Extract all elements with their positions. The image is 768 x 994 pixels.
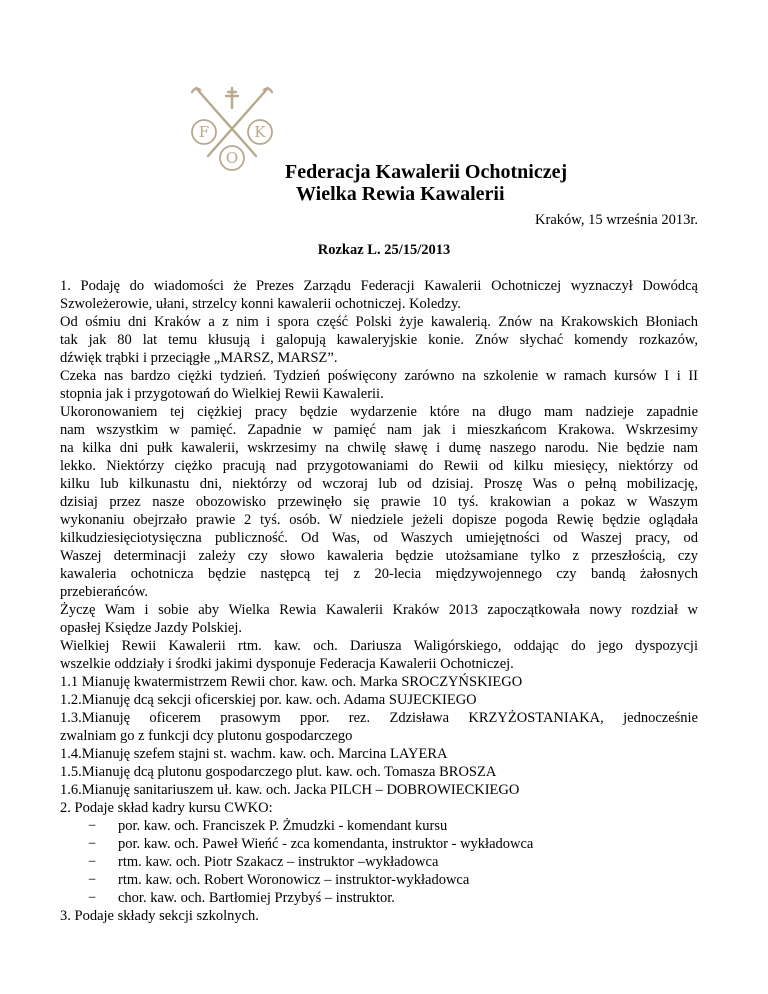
text-line: 2. Podaje skład kadry kursu CWKO: bbox=[60, 800, 273, 816]
text-line: dzisiaj przez nasze obozowisko przewinęło się prawie 10 tyś. krakowian a pokaz w Waszym bbox=[60, 494, 698, 510]
dash-marker: − bbox=[88, 854, 97, 870]
text-line: Szwoleżerowie, ułani, strzelcy konni kawalerii ochotniczej. Koledzy. bbox=[60, 296, 461, 312]
staff-list-item: − por. kaw. och. Paweł Wieńć - zca komendanta, instruktor - wykładowca bbox=[88, 836, 534, 852]
text-line: kilku lub kilkunastu dni, niektórzy od wczoraj lub od dzisiaj. Proszę Was o pełną mobilizację, bbox=[60, 476, 698, 492]
text-line: kawaleria ochotnicza będzie następcą tej z 20-lecia międzywojennego czy bandą żałosnych bbox=[60, 566, 698, 582]
text-line: dźwięk trąbki i przeciągłe „MARSZ, MARSZ”. bbox=[60, 350, 338, 366]
text-line: Wielkiej Rewii Kawalerii rtm. kaw. och. Dariusza Waligórskiego, oddając do jego dyspozycji bbox=[60, 638, 698, 654]
place-date: Kraków, 15 września 2013r. bbox=[535, 212, 698, 228]
text-line: 1.5.Mianuję dcą plutonu gospodarczego plut. kaw. och. Tomasza BROSZA bbox=[60, 764, 497, 780]
staff-list-item: − rtm. kaw. och. Robert Woronowicz – instruktor-wykładowca bbox=[88, 872, 470, 888]
closing-line: 3. Podaje składy sekcji szkolnych. bbox=[60, 908, 259, 924]
text-line: 1.4.Mianuję szefem stajni st. wachm. kaw. och. Marcina LAYERA bbox=[60, 746, 448, 762]
text-line: wykonaniu obejrzało prawie 2 tyś. osób. W niedziele jeżeli dopisze pogoda Rewię będzie oglądała bbox=[60, 512, 698, 528]
text-line: 1.6.Mianuję sanitariuszem uł. kaw. och. Jacka PILCH – DOBROWIECKIEGO bbox=[60, 782, 520, 798]
federation-logo bbox=[186, 82, 278, 178]
dash-marker: − bbox=[88, 890, 97, 906]
text-line: Życzę Wam i sobie aby Wielka Rewia Kawalerii Kraków 2013 zapoczątkowała nowy rozdział w bbox=[60, 602, 698, 618]
title-federation: Federacja Kawalerii Ochotniczej bbox=[285, 161, 568, 183]
text-line: 1.3.Mianuję oficerem prasowym ppor. rez. Zdzisława KRZYŻOSTANIAKA, jednocześnie bbox=[60, 710, 698, 726]
text-line: 1.1 Mianuję kwatermistrzem Rewii chor. kaw. och. Marka SROCZYŃSKIEGO bbox=[60, 674, 523, 690]
staff-list-item: − chor. kaw. och. Bartłomiej Przybyś – instruktor. bbox=[88, 890, 395, 906]
logo-letter-k: K bbox=[254, 123, 266, 141]
logo-letter-f: F bbox=[198, 123, 210, 141]
text-line: kilkudziesięciotysięczna publiczność. Od Was, od Waszych umiejętności od Waszej pracy, od bbox=[60, 530, 698, 546]
text-line: opasłej Księdze Jazdy Polskiej. bbox=[60, 620, 243, 636]
text-line: zwalniam go z funkcji dcy plutonu gospodarczego bbox=[60, 728, 353, 744]
dash-marker: − bbox=[88, 818, 97, 834]
text-line: przebierańców. bbox=[60, 584, 149, 600]
text-line: nam wszystkim w pamięć. Zapadnie w pamięć nam jak i mieszkańcom Krakowa. Wskrzesimy bbox=[60, 422, 698, 438]
text-line: stopnia jak i przygotowań do Wielkiej Rewii Kawalerii. bbox=[60, 386, 384, 402]
document-body bbox=[60, 277, 698, 925]
text-line: Od ośmiu dni Kraków a z nim i spora część Polski żyje kawalerią. Znów na Krakowskich Błoniach bbox=[60, 314, 698, 330]
title-review: Wielka Rewia Kawalerii bbox=[296, 183, 505, 205]
text-line: Czeka nas bardzo ciężki tydzień. Tydzień poświęcony zarówno na szkolenie w ramach kursów I i II bbox=[60, 368, 698, 384]
text-line: Waszej determinacji zależy czy słowo kawaleria będzie utożsamiane tylko z przeszłością, czy bbox=[60, 548, 698, 564]
dash-marker: − bbox=[88, 836, 97, 852]
text-line: lekko. Niektórzy ciężko pracują nad przygotowaniami do Rewii od kilku miesięcy, niektórzy od bbox=[60, 458, 698, 474]
text-line: Ukoronowaniem tej ciężkiej pracy będzie wydarzenie które na długo mam nadzieje zapadnie bbox=[60, 404, 698, 420]
dash-marker: − bbox=[88, 872, 97, 888]
staff-list-item: − rtm. kaw. och. Piotr Szakacz – instruktor –wykładowca bbox=[88, 854, 439, 870]
header-titles bbox=[285, 161, 567, 205]
order-number: Rozkaz L. 25/15/2013 bbox=[317, 242, 451, 258]
text-line: wszelkie oddziały i środki jakimi dysponuje Federacja Kawalerii Ochotniczej. bbox=[60, 656, 514, 672]
staff-list-item: − por. kaw. och. Franciszek P. Żmudzki - komendant kursu bbox=[88, 818, 448, 834]
text-line: tak jak 80 lat temu kłusują i galopują kawaleryjskie konie. Znów słychać komendy rozkazów, bbox=[60, 332, 698, 348]
text-line: na kilka dni pułk kawalerii, wskrzesimy na chwilę sławę i dumę naszego narodu. Nie będzie nam bbox=[60, 440, 698, 456]
text-line: 1. Podaję do wiadomości że Prezes Zarządu Federacji Kawalerii Ochotniczej wyznaczył Dowódcą bbox=[60, 278, 698, 294]
text-line: 1.2.Mianuję dcą sekcji oficerskiej por. kaw. och. Adama SUJECKIEGO bbox=[60, 692, 477, 708]
logo-letter-o: O bbox=[225, 149, 239, 167]
